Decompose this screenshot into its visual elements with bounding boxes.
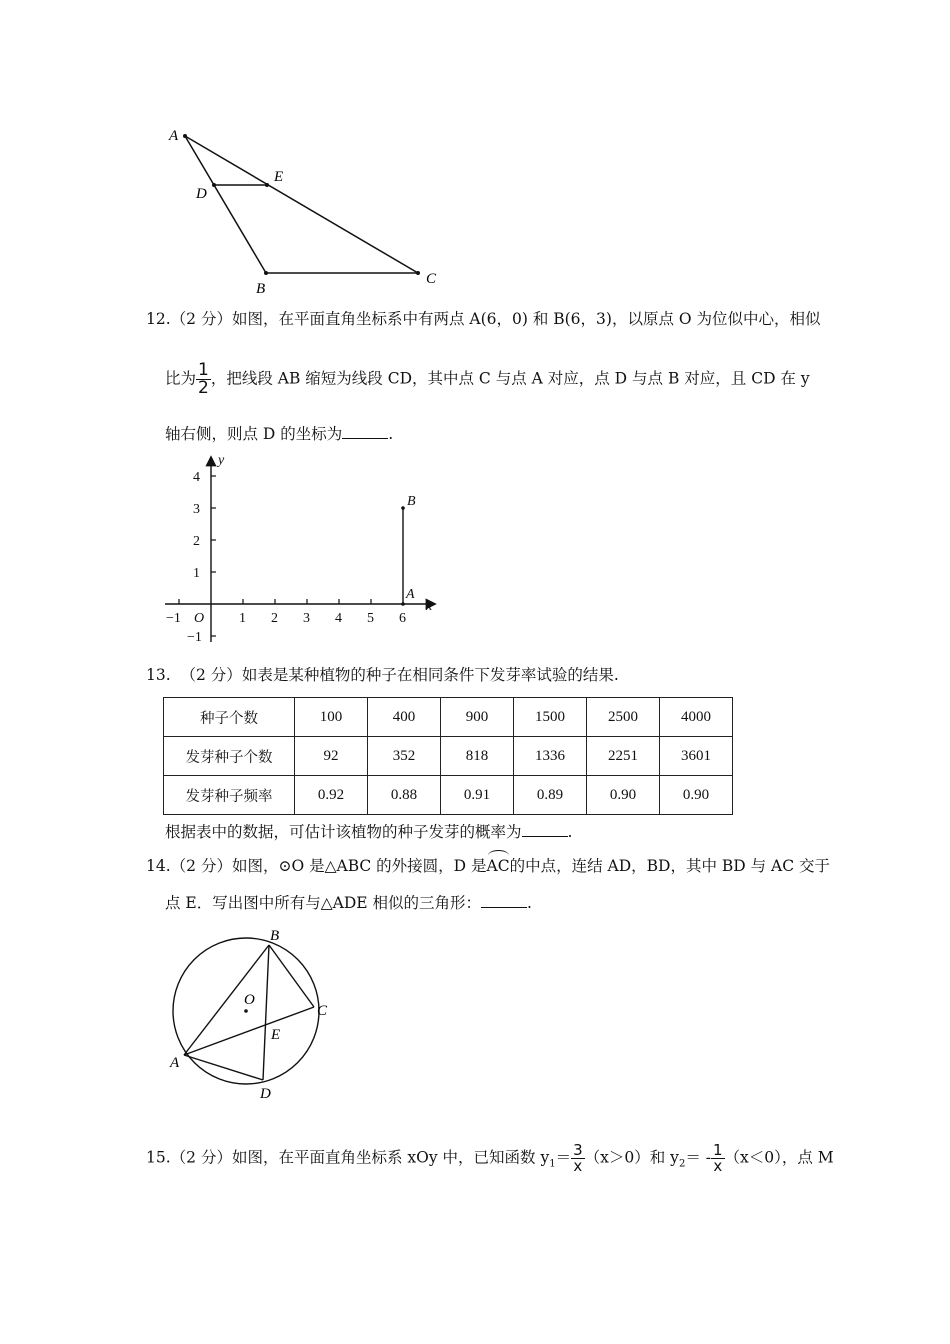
table-cell: 1336: [514, 737, 587, 776]
label-e: E: [271, 1027, 281, 1043]
fraction-denominator: x: [573, 1157, 583, 1175]
question-text: 根据表中的数据，可估计该植物的种子发芽的概率为: [165, 823, 522, 841]
table-row: [164, 737, 733, 776]
segment-bd: [263, 945, 269, 1080]
label-b: B: [270, 928, 280, 944]
question-number: 15.: [146, 1148, 171, 1167]
y-tick-label: 4: [193, 470, 200, 485]
answer-blank[interactable]: [342, 424, 388, 439]
question-number: 12.: [146, 310, 171, 328]
table-cell: 0.90: [660, 776, 733, 815]
question-score: （2 分）: [170, 310, 232, 328]
question-number: 14.: [146, 857, 171, 875]
label-o: O: [244, 992, 255, 1008]
table-cell: 0.89: [514, 776, 587, 815]
label-e: E: [274, 169, 284, 185]
figure-triangle-abc: [160, 120, 460, 300]
y-tick-label: −1: [187, 630, 202, 645]
fraction-one-half: [196, 362, 211, 397]
table-cell: 100: [295, 698, 368, 737]
table-cell: 1500: [514, 698, 587, 737]
question-score: （2 分）: [170, 1148, 232, 1167]
table-row: [164, 776, 733, 815]
question-13-after: [165, 822, 572, 842]
fraction-3-over-x: [571, 1143, 585, 1174]
question-text: （x＞0）和 y: [584, 1148, 679, 1167]
table-cell: 352: [368, 737, 441, 776]
question-text: 轴右侧，则点 D 的坐标为: [165, 425, 343, 443]
question-15-line-1: [146, 1143, 834, 1175]
label-c: C: [317, 1003, 328, 1019]
fraction-1-over-x: [711, 1143, 725, 1174]
x-tick-label: −1: [166, 611, 181, 626]
period: .: [567, 823, 573, 841]
question-score: （2 分）: [180, 666, 242, 684]
germination-table: [163, 697, 733, 815]
row-header: 发芽种子频率: [164, 776, 295, 815]
fraction-numerator: 1: [198, 360, 209, 380]
axis-label-y: y: [218, 453, 225, 468]
question-text: （x＜0），点 M: [724, 1148, 834, 1167]
subscript: 2: [678, 1158, 686, 1170]
period: .: [527, 894, 532, 912]
row-header: 种子个数: [164, 698, 295, 737]
y-tick-label: 1: [193, 566, 200, 581]
question-score: （2 分）: [170, 857, 232, 875]
segment-ab: [185, 136, 266, 273]
fraction-denominator: 2: [198, 378, 209, 398]
arc-ac: AC: [486, 857, 510, 875]
x-tick-label: 4: [335, 611, 342, 626]
subscript: 1: [549, 1158, 556, 1170]
figure-circle-abc: [160, 925, 360, 1105]
fraction-denominator: x: [713, 1157, 723, 1175]
table-cell: 818: [441, 737, 514, 776]
table-cell: 0.91: [441, 776, 514, 815]
table-row: [164, 698, 733, 737]
question-14-line-1: [146, 856, 830, 876]
point-label-b: B: [407, 494, 416, 509]
answer-blank[interactable]: [522, 822, 568, 837]
fraction-numerator: 1: [712, 1141, 723, 1159]
table-cell: 0.90: [587, 776, 660, 815]
answer-blank[interactable]: [481, 893, 527, 908]
x-tick-label: 3: [303, 611, 310, 626]
row-header: 发芽种子个数: [164, 737, 295, 776]
x-tick-label: 5: [367, 611, 374, 626]
question-14-line-2: [165, 893, 532, 913]
equals: ＝ -: [685, 1148, 711, 1167]
question-text: 如图，在平面直角坐标系 xOy 中，已知函数 y: [231, 1148, 550, 1167]
question-text: ，把线段 AB 缩短为线段 CD，其中点 C 与点 A 对应，点 D 与点 B 对应，且 CD 在 y: [210, 369, 810, 388]
period: .: [388, 425, 394, 443]
table-cell: 0.88: [368, 776, 441, 815]
question-text: 如图，在平面直角坐标系中有两点 A(6，0) 和 B(6，3)，以原点 O 为位似中心，相似: [231, 310, 821, 328]
question-number: 13.: [146, 666, 171, 684]
label-d: D: [196, 186, 207, 202]
origin-label: O: [194, 611, 205, 626]
x-tick-label: 6: [399, 611, 406, 626]
table-cell: 4000: [660, 698, 733, 737]
segment-ad: [184, 1055, 263, 1080]
question-text: 如图，⊙O 是△ABC 的外接圆，D 是: [231, 857, 487, 875]
table-cell: 3601: [660, 737, 733, 776]
label-c: C: [426, 271, 437, 287]
segment-ab: [184, 945, 269, 1055]
x-tick-label: 1: [239, 611, 246, 626]
point-label-a: A: [406, 587, 415, 602]
table-cell: 400: [368, 698, 441, 737]
question-12-line-1: [146, 309, 821, 329]
table-cell: 2500: [587, 698, 660, 737]
equals: ＝: [555, 1148, 572, 1167]
segment-ac: [185, 136, 418, 273]
table-cell: 92: [295, 737, 368, 776]
label-b: B: [256, 281, 266, 297]
question-12-line-2: [165, 362, 810, 397]
question-13-line-1: [146, 665, 619, 685]
label-a: A: [170, 1055, 180, 1071]
question-12-line-3: [165, 424, 393, 444]
question-text: 如表是某种植物的种子在相同条件下发芽率试验的结果.: [241, 666, 619, 684]
segment-ac: [184, 1007, 314, 1055]
x-tick-label: 2: [271, 611, 278, 626]
y-tick-label: 2: [193, 534, 200, 549]
table-cell: 2251: [587, 737, 660, 776]
question-text: 点 E．写出图中所有与△ADE 相似的三角形：: [165, 894, 482, 912]
figure-coordinate-plane: [160, 450, 450, 650]
table-cell: 0.92: [295, 776, 368, 815]
ratio-prefix: 比为: [165, 369, 197, 388]
question-text: 的中点，连结 AD，BD，其中 BD 与 AC 交于: [509, 857, 831, 875]
fraction-numerator: 3: [573, 1141, 583, 1159]
table-cell: 900: [441, 698, 514, 737]
y-tick-label: 3: [193, 502, 200, 517]
axis-label-x: x: [426, 599, 433, 614]
label-a: A: [169, 128, 179, 144]
label-d: D: [260, 1086, 271, 1102]
